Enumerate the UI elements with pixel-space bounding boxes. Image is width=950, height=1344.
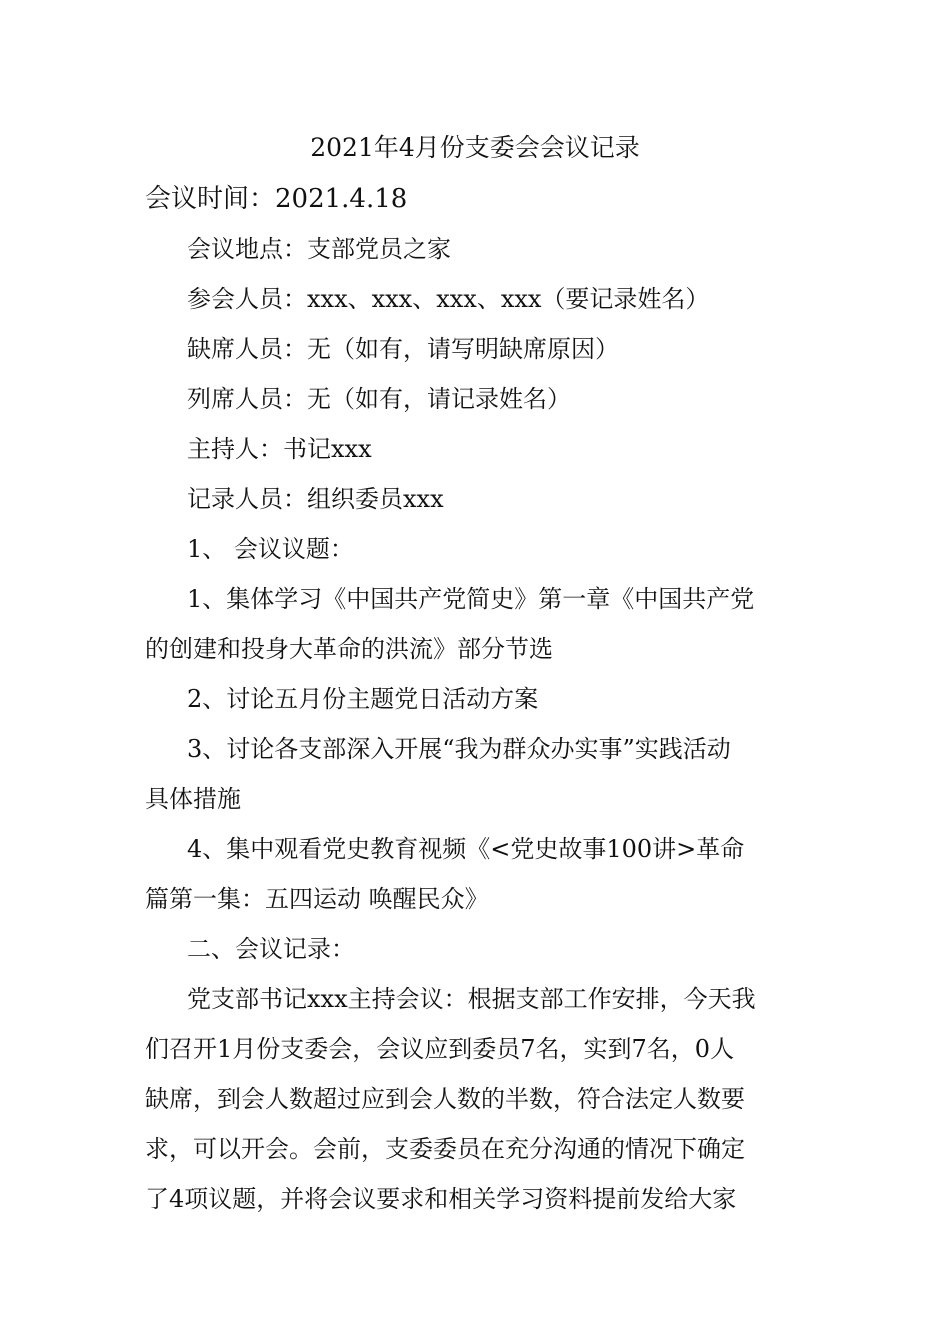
agenda-item-1-line-2: 的创建和投身大革命的洪流》部分节选 bbox=[145, 635, 553, 663]
absentees: 缺席人员：无（如有，请写明缺席原因） bbox=[187, 335, 619, 363]
agenda-heading: 1、 会议议题： bbox=[187, 535, 354, 563]
meeting-place: 会议地点：支部党员之家 bbox=[187, 235, 451, 263]
record-heading: 二、会议记录： bbox=[187, 935, 355, 963]
meeting-time: 会议时间：2021.4.18 bbox=[145, 184, 408, 214]
meeting-recorder: 记录人员：组织委员xxx bbox=[187, 485, 444, 513]
agenda-item-1-line-1: 1、集体学习《中国共产党简史》第一章《中国共产党 bbox=[187, 585, 755, 613]
record-paragraph-line-5: 了4项议题，并将会议要求和相关学习资料提前发给大家 bbox=[145, 1185, 737, 1213]
agenda-item-4-line-1: 4、集中观看党史教育视频《<党史故事100讲>革命 bbox=[187, 835, 745, 863]
agenda-item-3-line-2: 具体措施 bbox=[145, 785, 241, 813]
agenda-item-3-line-1: 3、讨论各支部深入开展“我为群众办实事”实践活动 bbox=[187, 735, 731, 763]
agenda-item-2-line-1: 2、讨论五月份主题党日活动方案 bbox=[187, 685, 539, 713]
observers: 列席人员：无（如有，请记录姓名） bbox=[187, 385, 571, 413]
record-paragraph-line-4: 求，可以开会。会前，支委委员在充分沟通的情况下确定 bbox=[145, 1135, 745, 1163]
record-paragraph-line-2: 们召开1月份支委会，会议应到委员7名，实到7名，0人 bbox=[145, 1035, 735, 1063]
record-paragraph-line-3: 缺席，到会人数超过应到会人数的半数，符合法定人数要 bbox=[145, 1085, 745, 1113]
meeting-host: 主持人：书记xxx bbox=[187, 435, 372, 463]
attendees: 参会人员：xxx、xxx、xxx、xxx（要记录姓名） bbox=[187, 285, 710, 313]
agenda-item-4-line-2: 篇第一集：五四运动 唤醒民众》 bbox=[145, 885, 489, 913]
document-title: 2021年4月份支委会会议记录 bbox=[310, 133, 640, 162]
record-paragraph-line-1: 党支部书记xxx主持会议：根据支部工作安排，今天我 bbox=[187, 985, 756, 1013]
